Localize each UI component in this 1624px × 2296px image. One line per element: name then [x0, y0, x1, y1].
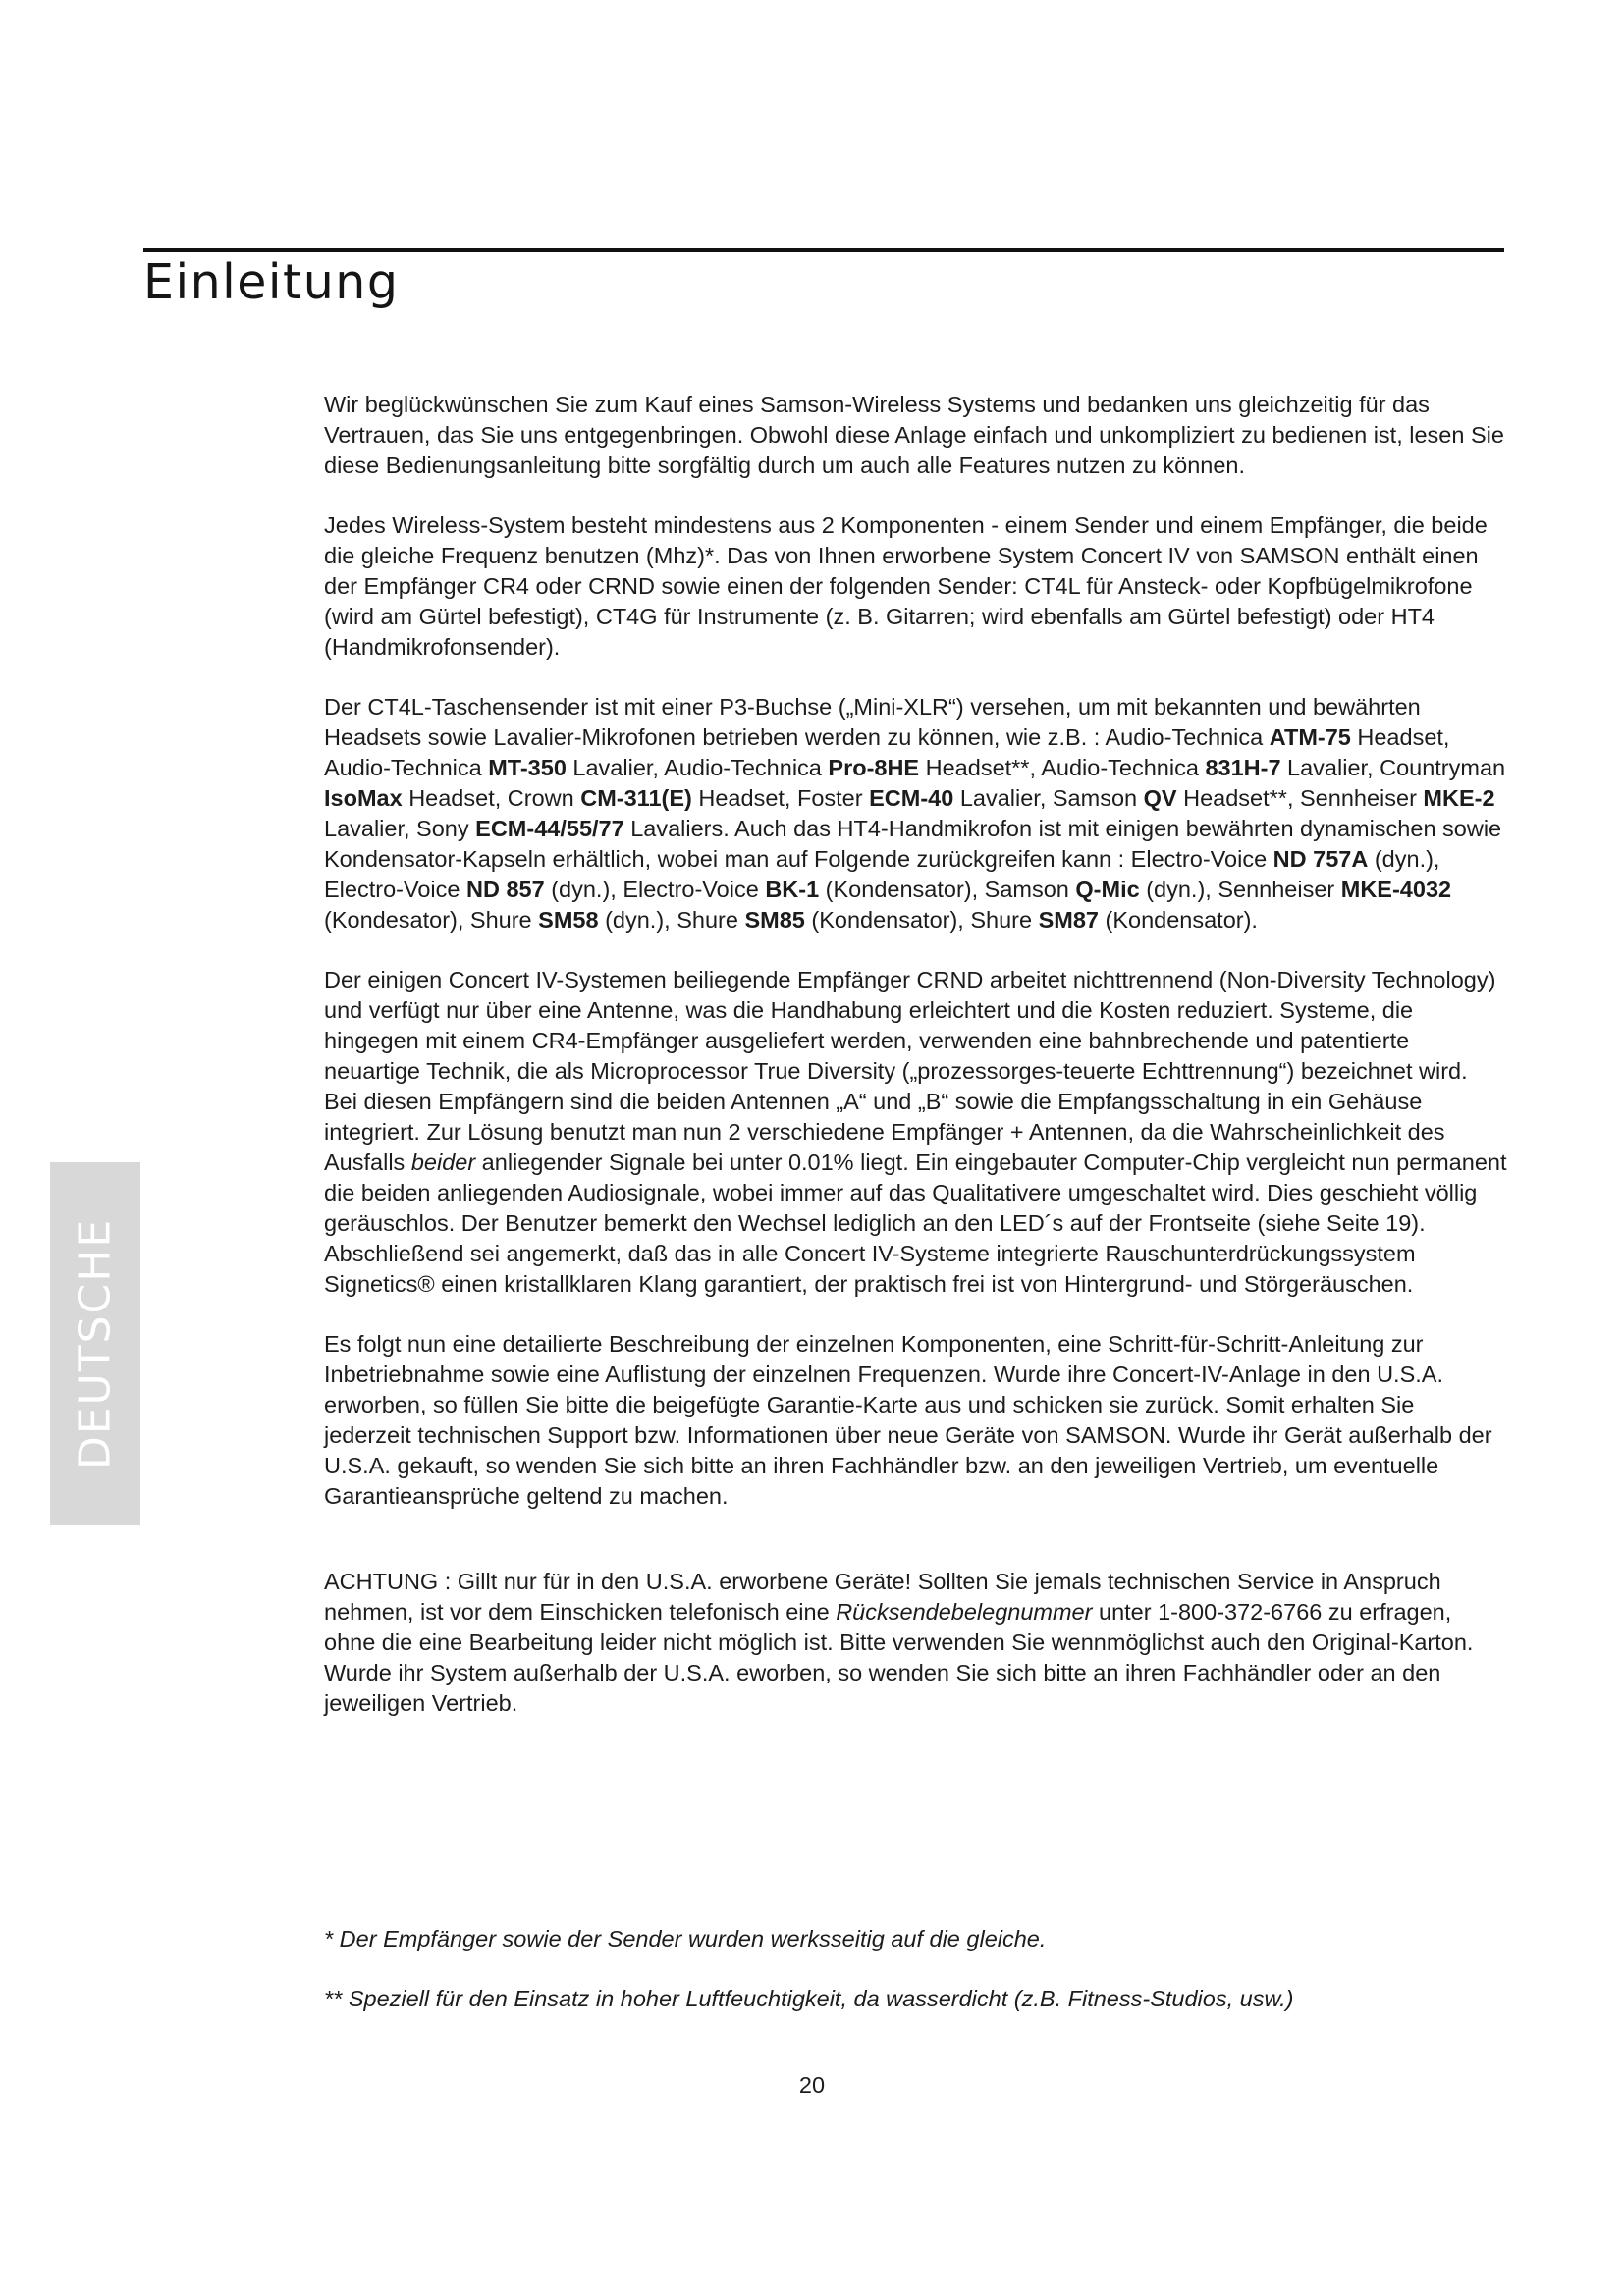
text-run: (Kondensator), Samson [819, 877, 1076, 902]
emphasis-text: beider [410, 1149, 476, 1175]
footnote-2: ** Speziell für den Einsatz in hoher Luftfeuchtigkeit, da wasserdicht (z.B. Fitness-Studios, usw.) [324, 1986, 1294, 2011]
top-rule [143, 248, 1504, 252]
text-run: anliegender Signale bei unter 0.01% liegt. Ein eingebauter Computer-Chip vergleicht nun permanent die beiden anliegenden Audiosignale, wobei immer auf das Qualitativere umgeschaltet wird. Dies geschieht völlig geräuschlos. Der Benutzer bemerkt den Wechsel lediglich an den LED´s auf der Frontseite (siehe Seite 19). Abschließend sei angemerkt, daß das in alle Concert IV-Systeme integrierte Rauschunterdrückungssystem Signetics® einen kristallklaren Klang garantiert, der praktisch frei ist von Hintergrund- und Störgeräuschen. [324, 1149, 1507, 1297]
text-run: (Kondesator), Shure [324, 907, 539, 933]
model-name: SM87 [1038, 907, 1099, 933]
text-run: Der CT4L-Taschensender ist mit einer P3-Buchse („Mini-XLR“) versehen, um mit bekannten und bewährten Headsets sowie Lavalier-Mikrofonen betrieben werden zu können, wie z.B. : Audio-Technica [324, 694, 1421, 750]
text-run: Lavalier, Countryman [1280, 755, 1506, 780]
model-name: SM85 [744, 907, 805, 933]
model-name: ECM-40 [869, 785, 954, 811]
text-run: Headset, Crown [402, 785, 581, 811]
model-name: ND 857 [465, 877, 545, 902]
paragraph-components [324, 510, 1507, 663]
model-name: ND 757A [1272, 846, 1369, 872]
model-name: MT-350 [488, 755, 567, 780]
text-run: (dyn.), Shure [598, 907, 745, 933]
model-name: Pro-8HE [828, 755, 920, 780]
text-run: Headset, Foster [691, 785, 870, 811]
paragraph-compatible-mics [324, 692, 1507, 935]
model-name: ECM-44/55/77 [475, 816, 624, 841]
text-run: Headset**, Sennheiser [1176, 785, 1424, 811]
text-run: Lavalier, Audio-Technica [566, 755, 829, 780]
body-text [324, 390, 1507, 1748]
text-run: Es folgt nun eine detailierte Beschreibung der einzelnen Komponenten, eine Schritt-für-Schritt-Anleitung zur Inbetriebnahme sowie eine Auflistung der einzelnen Frequenzen. Wurde ihre Concert-IV-Anlage in den U.S.A. erworben, so füllen Sie bitte die beigefügte Garantie-Karte aus und schicken sie zurück. Somit erhalten Sie jederzeit technischen Support bzw. Informationen über neue Geräte von SAMSON. Wurde ihr Gerät außerhalb der U.S.A. gekauft, so wenden Sie sich bitte an ihren Fachhändler bzw. an den jeweiligen Vertrieb, um eventuelle Garantieansprüche geltend zu machen. [324, 1331, 1492, 1509]
paragraph-overview [324, 1329, 1507, 1512]
model-name: SM58 [538, 907, 599, 933]
paragraph-diversity [324, 965, 1507, 1300]
text-run: Lavalier, Samson [953, 785, 1144, 811]
model-name: BK-1 [765, 877, 820, 902]
text-run: (dyn.), Electro-Voice [324, 846, 1440, 902]
text-run: Lavaliers. Auch das HT4-Handmikrofon ist mit einigen bewährten dynamischen sowie Kondensator-Kapseln erhältlich, wobei man auf Folgende zurückgreifen kann : Electro-Voice [324, 816, 1502, 872]
model-name: Q-Mic [1075, 877, 1140, 902]
text-run: Lavalier, Sony [324, 816, 476, 841]
text-run: ACHTUNG : Gillt nur für in den U.S.A. erworbene Geräte! Sollten Sie jemals technischen Service in Anspruch nehmen, ist vor dem Einschicken telefonisch eine [324, 1569, 1441, 1625]
model-name: IsoMax [324, 785, 403, 811]
text-run: (Kondensator), Shure [804, 907, 1039, 933]
model-name: MKE-4032 [1340, 877, 1452, 902]
text-run: unter 1-800-372-6766 zu erfragen, ohne die eine Bearbeitung leider nicht möglich ist. Bitte verwenden Sie wennmöglichst auch den Original-Karton. Wurde ihr System außerhalb der U.S.A. eworben, so wenden Sie sich bitte an ihren Fachhändler oder an den jeweiligen Vertrieb. [324, 1599, 1474, 1716]
model-name: MKE-2 [1423, 785, 1495, 811]
model-name: QV [1143, 785, 1177, 811]
paragraph-warning [324, 1567, 1507, 1719]
text-run: Jedes Wireless-System besteht mindestens aus 2 Komponenten - einem Sender und einem Empfänger, die beide die gleiche Frequenz benutzen (Mhz)*. Das von Ihnen erworbene System Concert IV von SAMSON enthält einen der Empfänger CR4 oder CRND sowie einen der folgenden Sender: CT4L für Ansteck- oder Kopfbügelmikrofone (wird am Gürtel befestigt), CT4G für Instrumente (z. B. Gitarren; wird ebenfalls am Gürtel befestigt) oder HT4 (Handmikrofonsender). [324, 512, 1488, 660]
text-run: Der einigen Concert IV-Systemen beiliegende Empfänger CRND arbeitet nichttrennend (Non-Diversity Technology) und verfügt nur über eine Antenne, was die Handhabung erleichtert und die Kosten reduziert. Systeme, die hingegen mit einem CR4-Empfänger ausgeliefert werden, verwenden eine bahnbrechende und patentierte neuartige Technik, die als Microprocessor True Diversity („prozessorges-teuerte Echttrennung“) bezeichnet wird. Bei diesen Empfängern sind die beiden Antennen „A“ und „B“ sowie die Empfangsschaltung in ein Gehäuse integriert. Zur Lösung benutzt man nun 2 verschiedene Empfänger + Antennen, da die Wahrscheinlichkeit des Ausfalls [324, 967, 1496, 1175]
text-run: (dyn.), Sennheiser [1139, 877, 1341, 902]
model-name: 831H-7 [1205, 755, 1281, 780]
paragraph-intro [324, 390, 1507, 481]
footnotes [324, 1924, 1507, 2044]
page-title: Einleitung [143, 254, 400, 310]
language-side-tab [50, 1162, 140, 1525]
text-run: Wir beglückwünschen Sie zum Kauf eines Samson-Wireless Systems und bedanken uns gleichzeitig für das Vertrauen, das Sie uns entgegenbringen. Obwohl diese Anlage einfach und unkompliziert zu bedienen ist, lesen Sie diese Bedienungsanleitung bitte sorgfältig durch um auch alle Features nutzen zu können. [324, 392, 1504, 478]
text-run: Headset, Audio-Technica [324, 724, 1450, 780]
text-run: Headset**, Audio-Technica [919, 755, 1206, 780]
text-run: (dyn.), Electro-Voice [544, 877, 766, 902]
model-name: ATM-75 [1269, 724, 1351, 750]
emphasis-text: Rücksendebelegnummer [836, 1599, 1093, 1625]
side-tab-label: DEUTSCHE [70, 1217, 121, 1470]
text-run: (Kondensator). [1098, 907, 1258, 933]
footnote-1: * Der Empfänger sowie der Sender wurden werksseitig auf die gleiche. [324, 1926, 1047, 1951]
model-name: CM-311(E) [580, 785, 692, 811]
page-number: 20 [798, 2072, 826, 2098]
